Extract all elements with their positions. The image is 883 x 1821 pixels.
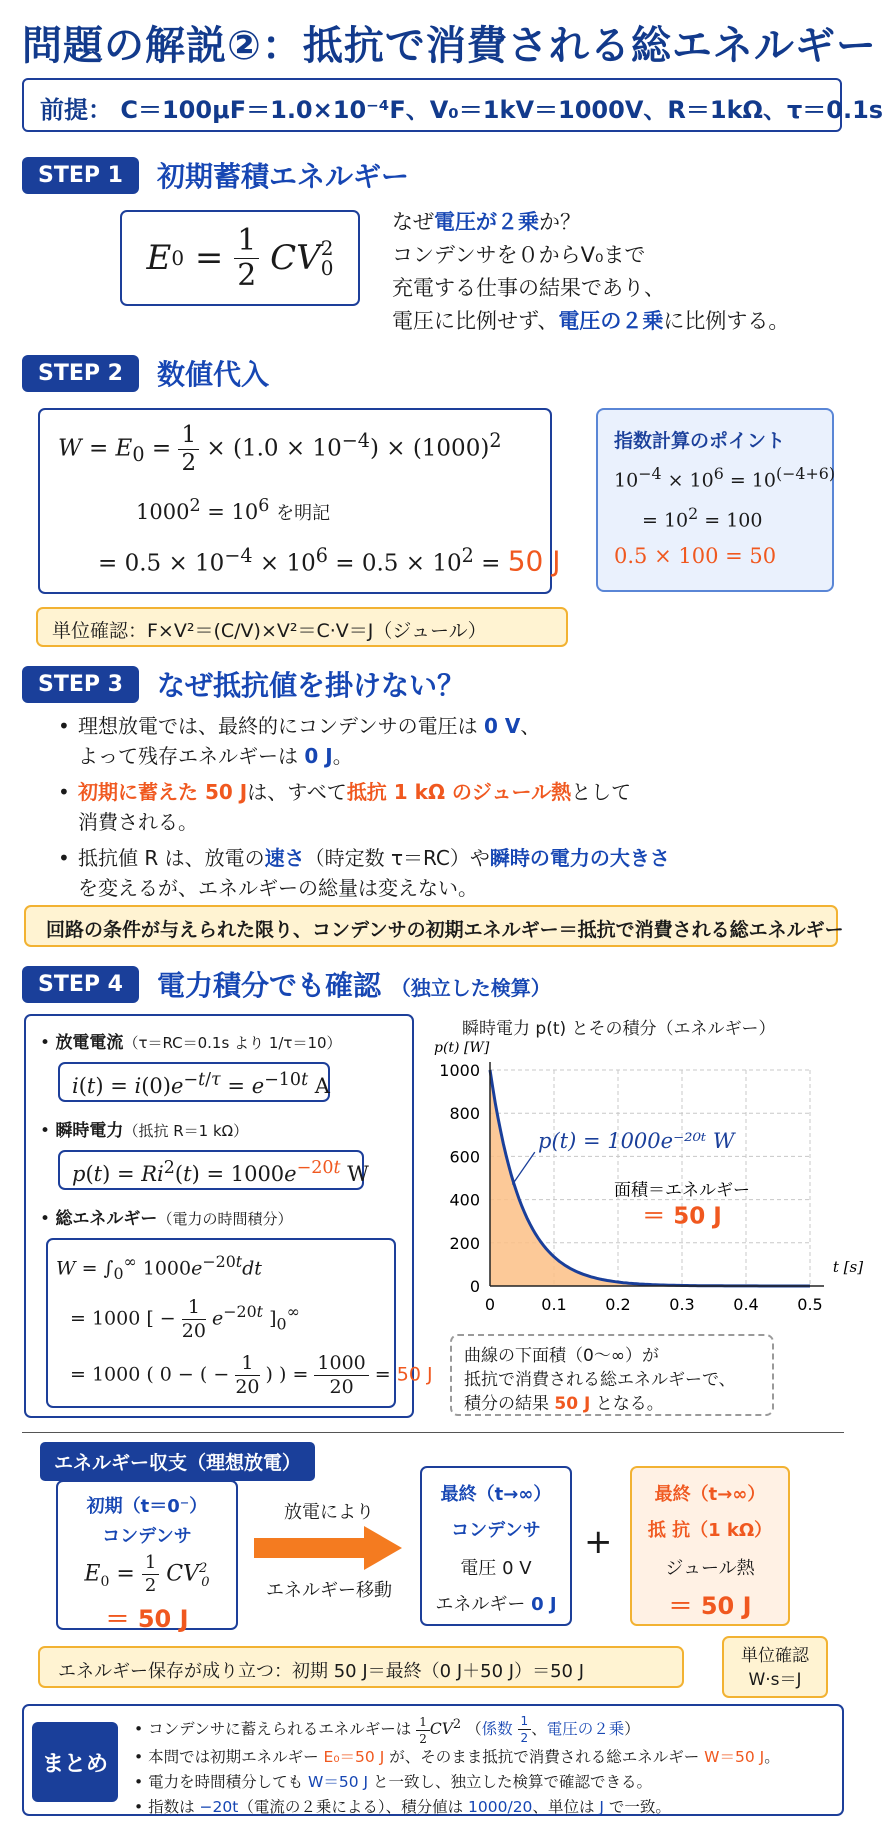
page-title: 問題の解説②：抵抗で消費される総エネルギー [22, 23, 877, 69]
premise-box: 前提： C＝100μF＝1.0×10⁻⁴F、V₀＝1kV＝1000V、R＝1kΩ、τ＝0.1s [22, 78, 842, 132]
step3-bullets: • 理想放電では、最終的にコンデンサの電圧は 0 V、 よって残存エネルギーは 0 J。 • 初期に蓄えた 50 Jは、すべて抵抗 1 kΩ のジュール熱として 消費される。 • 抵抗値 R は、放電の速さ（時定数 τ＝RC）や瞬時の電力の大きさ を変えるが、エネルギーの総量は変えない。 [58, 714, 670, 900]
power-label: • 瞬時電力（抵抗 R＝1 kΩ） [40, 1121, 249, 1141]
energy-label: • 総エネルギー（電力の時間積分） [40, 1209, 293, 1229]
step2-result: 50 J [507, 544, 561, 578]
conservation-strip: エネルギー保存が成り立つ：初期 50 J＝最終（0 J＋50 J）＝50 J [38, 1646, 684, 1688]
current-label: • 放電電流（τ＝RC＝0.1s より 1/τ＝10） [40, 1033, 342, 1053]
step1-header [22, 155, 409, 195]
current-formula: $i(t) = i(0)e^{-t/\tau} = e^{-10t}$ A [58, 1062, 330, 1102]
initial-capacitor-box: 初期（t＝0⁻） コンデンサ $E_0$ = $\frac{1}{2}$ $CV^2_0$ ＝ 50 J [56, 1480, 238, 1630]
hint-title: 指数計算のポイント [614, 430, 786, 452]
x-tick-label: 0.3 [669, 1295, 695, 1314]
x-tick-label: 0.1 [541, 1295, 567, 1314]
area-fill [490, 1070, 810, 1286]
x-tick-label: 0.2 [605, 1295, 631, 1314]
hint-result: 0.5 × 100 = 50 [614, 544, 777, 568]
energy-integral-box: $W = \int_0^\infty$ $1000e^{-20t}dt$ = 1000 [ − $\frac{1}{20}$ $e^{-20t}$ ]$_0^\infty$ = 1000 ( 0 − ( − $\frac{1}{20}$ ) ) = $\frac{1000}{20}$ = 50 J [46, 1238, 396, 1408]
final-capacitor-box: 最終（t→∞） コンデンサ 電圧 0 V エネルギー 0 J [420, 1466, 572, 1626]
area-label: 面積＝エネルギー [614, 1180, 750, 1201]
plus-sign: + [584, 1522, 613, 1562]
transfer-arrow-icon [254, 1526, 404, 1570]
step3-tag: STEP 3 [22, 666, 139, 703]
y-axis-label: p(t) [W] [434, 1040, 490, 1056]
step4-tag: STEP 4 [22, 966, 139, 1003]
unit-check-strip: 単位確認：F×V²＝(C/V)×V²＝C·V＝J（ジュール） [36, 607, 568, 647]
step2-title: 数値代入 [156, 358, 269, 391]
x-axis-label: t [s] [832, 1258, 864, 1276]
step4-derivation-box [24, 1014, 433, 1418]
unit-check-badge: 単位確認 W·s＝J [722, 1636, 828, 1698]
area-note-box: 曲線の下面積（0～∞）が 抵抗で消費される総エネルギーで、 積分の結果 50 J となる。 [450, 1334, 774, 1416]
step1-explanation: なぜ電圧が２乗か？ コンデンサを０からV₀まで 充電する仕事の結果であり、 電圧に比例せず、電圧の２乗に比例する。 [392, 210, 790, 333]
step2-calc-box [38, 408, 561, 594]
chart-title: 瞬時電力 p(t) とその積分（エネルギー） [462, 1019, 776, 1039]
calc-line2: $1000^2 = 10^6$ を明記 [136, 496, 331, 524]
step3-header [22, 664, 465, 704]
exponent-hint-box [596, 408, 834, 592]
summary-box [22, 1704, 844, 1816]
y-tick-label: 0 [469, 1277, 480, 1296]
step4-header [22, 964, 551, 1004]
integral-result: 50 J [396, 1363, 433, 1386]
y-tick-label: 200 [449, 1233, 480, 1253]
y-tick-label: 800 [449, 1104, 480, 1124]
y-tick-label: 600 [449, 1147, 480, 1167]
divider [22, 1432, 844, 1433]
x-tick-label: 0.5 [797, 1295, 823, 1314]
x-tick-label: 0 [484, 1295, 496, 1314]
area-value: ＝ 50 J [642, 1203, 722, 1230]
y-tick-label: 400 [449, 1190, 480, 1210]
arrow-bottom-label: エネルギー移動 [266, 1580, 392, 1601]
y-tick-label: 1000 [439, 1061, 480, 1080]
step1-title: 初期蓄積エネルギー [156, 160, 409, 193]
arrow-top-label: 放電により [284, 1502, 374, 1523]
power-formula: $p(t) = Ri^2(t) = 1000e^{-20t}$ W [58, 1150, 364, 1190]
calc-line1: $W = E_0$ = $\frac{1}{2}$ × $(1.0 \times 10^{-4}) \times (1000)^2$ [58, 422, 502, 476]
summary-tag: まとめ [32, 1722, 118, 1802]
step3-title: なぜ抵抗値を掛けない？ [156, 669, 465, 702]
summary-list: • コンデンサに蓄えられるエネルギーは $\frac{1}{2}$ $CV^2$ （係数 $\frac{1}{2}$ 、電圧の２乗） • 本問では初期エネルギー E₀＝50 J が、そのまま抵抗で消費される総エネルギー W＝50 J。 • 電力を時間積分しても W＝50 J と一致し、独立した検算で確認できる。 • 指数は −20t（電流の２乗による）、積分値は 1000/20、単位は J で一致。 [134, 1714, 780, 1816]
step1-tag: STEP 1 [22, 157, 139, 194]
balance-header: エネルギー収支（理想放電） [40, 1442, 315, 1481]
formula-e0: E 0 = $\frac{1}{2}$ CV 2 0 [120, 210, 360, 306]
step4-title: 電力積分でも確認 （独立した検算） [156, 969, 551, 1002]
hint-line2: = $10^2 = 100$ [642, 504, 763, 532]
calc-line3: = $0.5 \times 10^{-4} \times 10^6 = 0.5 \times 10^2 = 50$ J [98, 544, 561, 578]
hint-line1: $10^{-4} \times 10^6 = 10^{(-4+6)}$ [614, 464, 835, 492]
x-tick-label: 0.4 [733, 1295, 759, 1314]
final-resistor-box: 最終（t→∞） 抵 抗（1 kΩ） ジュール熱 ＝ 50 J [630, 1466, 790, 1626]
step2-header [22, 353, 269, 393]
step2-tag: STEP 2 [22, 355, 139, 392]
curve-leader [512, 1152, 534, 1184]
curve-label: p(t) = 1000e⁻²⁰ᵗ W [538, 1128, 735, 1153]
power-chart [430, 1030, 864, 1330]
step3-conclusion-strip: 回路の条件が与えられた限り、コンデンサの初期エネルギー＝抵抗で消費される総エネルギー [24, 905, 838, 947]
